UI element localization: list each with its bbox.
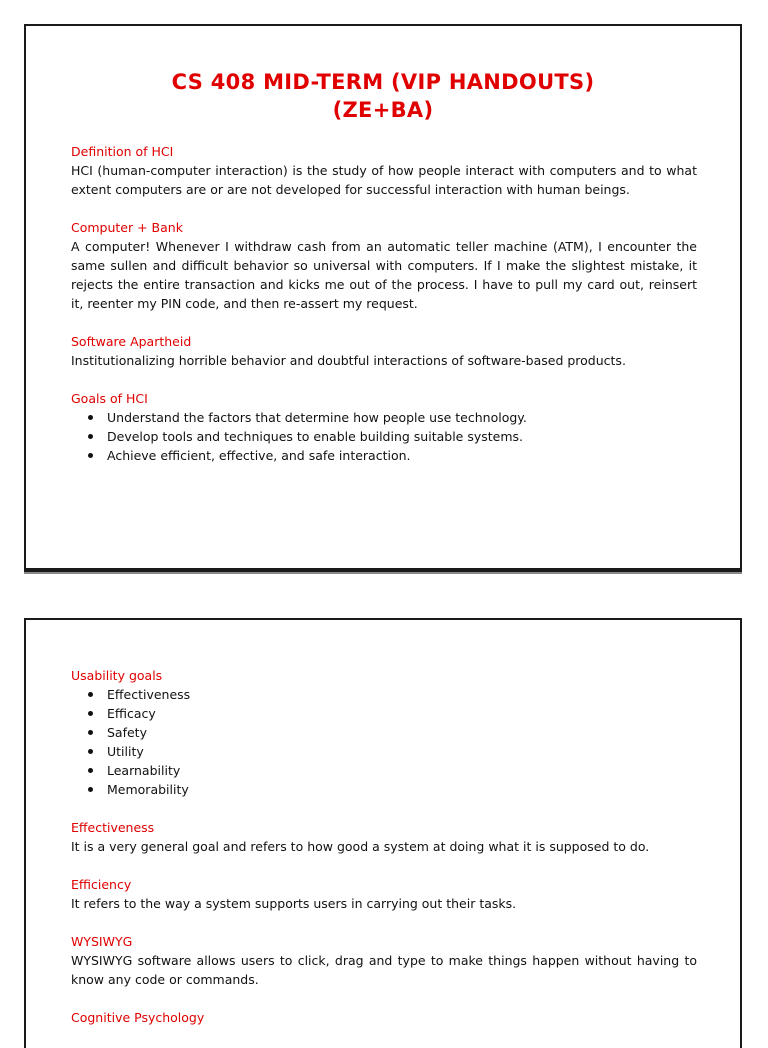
list-item — [87, 761, 697, 780]
section-efficiency — [71, 875, 697, 913]
list-item — [87, 742, 697, 761]
list-item-text: Memorability — [107, 782, 189, 797]
bullet-dot-icon — [88, 415, 93, 420]
title-line-2: (ZE+BA) — [332, 98, 434, 122]
section-wysiwyg — [71, 932, 697, 989]
section-paragraph: It is a very general goal and refers to how good a system at doing what it is supposed to do. — [71, 839, 650, 854]
section-heading: Effectiveness — [71, 820, 155, 835]
bullet-dot-icon — [88, 711, 93, 716]
bullet-dot-icon — [88, 453, 93, 458]
list-item-text: Develop tools and techniques to enable building suitable systems. — [107, 429, 524, 444]
list-item-text: Effectiveness — [107, 687, 191, 702]
list-item — [87, 723, 697, 742]
section-definition-of-hci — [71, 142, 697, 199]
section-paragraph: A computer! Whenever I withdraw cash from an automatic teller machine (ATM), I encounter the same sullen and difficult behavior so universal with computers. If I make the slightest mistake, it rejects the entire transaction and kicks me out of the process. I have to pull my card out, reinsert it, reenter my PIN code, and then re-assert my request. — [71, 239, 697, 311]
section-goals-of-hci — [71, 389, 697, 465]
list-item-text: Understand the factors that determine how people use technology. — [107, 410, 527, 425]
bullet-dot-icon — [88, 730, 93, 735]
section-heading: Software Apartheid — [71, 334, 192, 349]
list-item — [87, 427, 697, 446]
list-item-text: Learnability — [107, 763, 181, 778]
section-effectiveness — [71, 818, 697, 856]
bullet-dot-icon — [88, 692, 93, 697]
document-title — [26, 68, 740, 124]
section-cognitive-psychology — [71, 1008, 697, 1027]
section-computer-bank — [71, 218, 697, 313]
page-1-content — [71, 142, 697, 484]
list-item — [87, 685, 697, 704]
page-2-content — [71, 666, 697, 1046]
list-item-text: Achieve efficient, effective, and safe interaction. — [107, 448, 411, 463]
section-paragraph: WYSIWYG software allows users to click, drag and type to make things happen without having to know any code or commands. — [71, 953, 697, 987]
section-heading: Goals of HCI — [71, 391, 148, 406]
bullet-dot-icon — [88, 787, 93, 792]
document-page-2 — [24, 618, 742, 1048]
section-heading: Computer + Bank — [71, 220, 183, 235]
list-item-text: Efficacy — [107, 706, 156, 721]
list-item — [87, 780, 697, 799]
bullet-list — [71, 685, 697, 799]
section-paragraph: It refers to the way a system supports users in carrying out their tasks. — [71, 896, 517, 911]
section-software-apartheid — [71, 332, 697, 370]
bullet-dot-icon — [88, 434, 93, 439]
section-heading: WYSIWYG — [71, 934, 133, 949]
section-heading: Efficiency — [71, 877, 132, 892]
list-item — [87, 408, 697, 427]
section-heading: Cognitive Psychology — [71, 1010, 205, 1025]
list-item-text: Safety — [107, 725, 147, 740]
title-line-1: CS 408 MID-TERM (VIP HANDOUTS) — [171, 70, 595, 94]
section-paragraph: HCI (human-computer interaction) is the study of how people interact with computers and to what extent computers are or are not developed for successful interaction with human beings. — [71, 163, 697, 197]
list-item — [87, 446, 697, 465]
section-paragraph: Institutionalizing horrible behavior and doubtful interactions of software-based products. — [71, 353, 626, 368]
section-usability-goals — [71, 666, 697, 799]
section-heading: Usability goals — [71, 668, 163, 683]
section-heading: Definition of HCI — [71, 144, 174, 159]
bullet-dot-icon — [88, 768, 93, 773]
list-item-text: Utility — [107, 744, 144, 759]
list-item — [87, 704, 697, 723]
document-page-1 — [24, 24, 742, 570]
bullet-list — [71, 408, 697, 465]
bullet-dot-icon — [88, 749, 93, 754]
